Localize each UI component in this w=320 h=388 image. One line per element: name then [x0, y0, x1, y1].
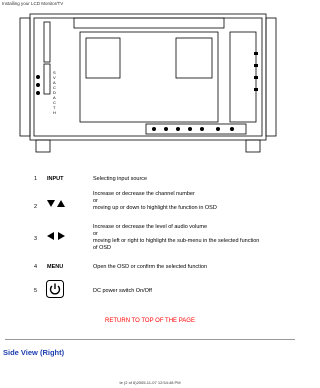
- side-label: D: [53, 90, 56, 95]
- right-foot: [246, 140, 260, 152]
- monitor-inner-frame: [34, 18, 262, 136]
- side-label: C: [53, 85, 56, 90]
- monitor-rear-view-figure: [18, 12, 280, 154]
- volume-left-right-icon: [46, 231, 66, 241]
- control-number: 1: [34, 176, 38, 182]
- control-description: Open the OSD or confirm the selected function: [93, 264, 208, 270]
- control-description: Increase or decrease the level of audio volume or moving left or right to highlight the sub-menu in the selected function of OSD: [93, 224, 260, 251]
- control-description: DC power switch On/Off: [93, 288, 152, 294]
- side-label: S: [53, 70, 56, 75]
- side-label: V: [53, 75, 56, 80]
- right-side-panel: [266, 18, 276, 136]
- left-side-panel: [20, 18, 30, 136]
- monitor-outer-frame: [30, 14, 266, 140]
- side-view-right-heading: Side View (Right): [3, 348, 65, 357]
- input-key-label: INPUT: [47, 176, 64, 182]
- control-description: Increase or decrease the channel number or moving up or down to highlight the function in OSD: [93, 191, 217, 211]
- side-label: T: [53, 105, 56, 110]
- side-label: H: [53, 110, 56, 115]
- channel-up-down-icon: [46, 199, 66, 208]
- section-divider: [5, 339, 295, 340]
- return-to-top-link[interactable]: RETURN TO TOP OF THE PAGE: [105, 318, 195, 324]
- page-footer: te (2 of 6)2005-11-07 12:54:48 PM: [119, 380, 181, 385]
- page-title: Installing your LCD Monitor/TV: [2, 1, 64, 6]
- left-foot: [36, 140, 50, 152]
- menu-key-label: MENU: [47, 264, 64, 270]
- control-number: 5: [34, 288, 38, 294]
- control-number: 2: [34, 204, 38, 210]
- control-number: 3: [34, 236, 38, 242]
- control-number: 4: [34, 264, 38, 270]
- side-label: A: [53, 80, 56, 85]
- side-label: A: [53, 95, 56, 100]
- side-label: C: [53, 100, 56, 105]
- power-icon: [46, 280, 64, 298]
- control-description: Selecting input source: [93, 176, 148, 182]
